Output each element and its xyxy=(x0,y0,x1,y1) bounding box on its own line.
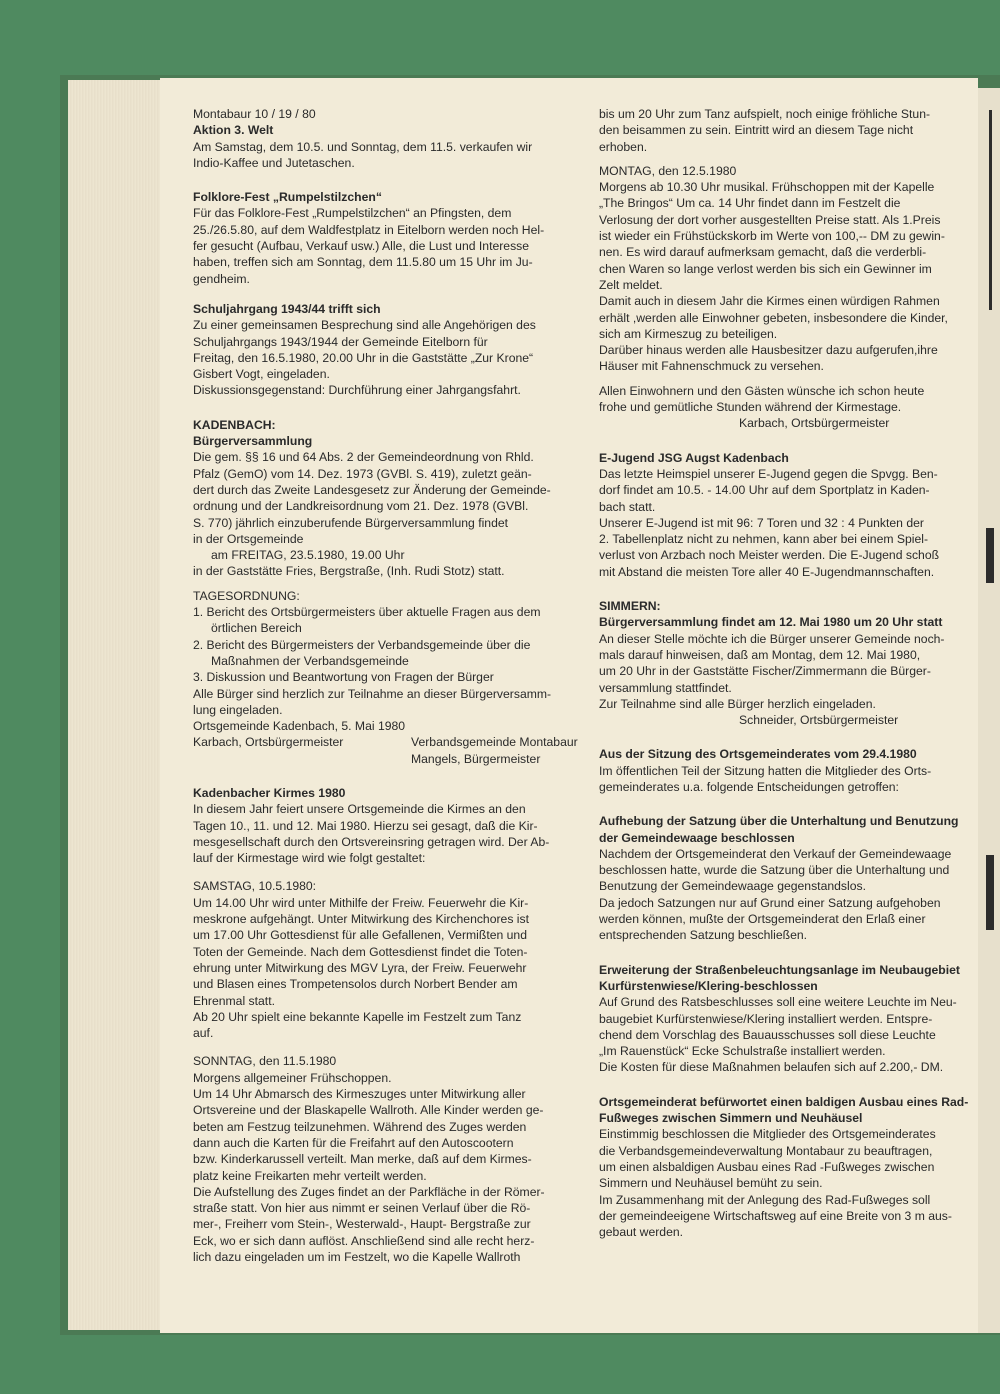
text-line: 25./26.5.80, auf dem Waldfestplatz in Eitelborn werden noch Hel- xyxy=(193,222,545,237)
margin-mark xyxy=(986,855,994,930)
text-line: Schuljahrgangs 1943/1944 der Gemeinde Eitelborn für xyxy=(193,334,488,349)
text-line: dert durch das Zweite Landesgesetz zur Änderung der Gemeinde- xyxy=(193,482,551,497)
right-column xyxy=(599,106,971,1240)
text-line: Die Kosten für diese Maßnahmen belaufen sich auf 2.200,- DM. xyxy=(599,1060,944,1075)
agenda-item: Maßnahmen der Verbandsgemeinde xyxy=(211,653,409,668)
text-line: Benutzung der Gemeindewaage gegenstandslos. xyxy=(599,879,866,894)
article-title: Erweiterung der Straßenbeleuchtungsanlage im Neubaugebiet xyxy=(599,962,960,977)
text-line: gendheim. xyxy=(193,271,250,286)
text-line: um 17.00 Uhr Gottesdienst für alle Gefallenen, Vermißten und xyxy=(193,928,527,943)
text-line: versammlung stattfindet. xyxy=(599,680,732,695)
text-line: Freitag, den 16.5.1980, 20.00 Uhr in die Gaststätte „Zur Krone“ xyxy=(193,350,534,365)
text-line: Morgens allgemeiner Frühschoppen. xyxy=(193,1070,392,1085)
text-line: chend dem Vorschlag des Bauausschusses soll diese Leuchte xyxy=(599,1027,936,1042)
page-edges xyxy=(68,80,164,1330)
text-line: Ab 20 Uhr spielt eine bekannte Kapelle im Festzelt zum Tanz xyxy=(193,1009,522,1024)
agenda-item: örtlichen Bereich xyxy=(211,621,302,636)
agenda-item: 3. Diskussion und Beantwortung von Fragen der Bürger xyxy=(193,670,494,685)
article-title: Schuljahrgang 1943/44 trifft sich xyxy=(193,301,381,316)
article-title: E-Jugend JSG Augst Kadenbach xyxy=(599,450,789,465)
text-line: und Blasen eines Trompetensolos durch Norbert Bender am xyxy=(193,977,518,992)
text-line: Nachdem der Ortsgemeinderat den Verkauf der Gemeindewaage xyxy=(599,846,952,861)
signature-left: Karbach, Ortsbürgermeister xyxy=(193,735,344,750)
text-line: Häuser mit Fahnenschmuck zu versehen. xyxy=(599,359,824,374)
text-line: in der Gaststätte Fries, Bergstraße, (Inh. Rudi Stotz) statt. xyxy=(193,564,505,579)
text-line: chen Waren so lange verlost werden bis sich ein Gewinner im xyxy=(599,261,932,276)
article-title: Aus der Sitzung des Ortsgemeinderates vom 29.4.1980 xyxy=(599,747,917,762)
text-line: sich am Kirmeszug zu beteiligen. xyxy=(599,326,778,341)
text-line: Ortsvereine und der Blaskapelle Wallroth. Alle Kinder werden ge- xyxy=(193,1103,544,1118)
text-line: Unserer E-Jugend ist mit 96: 7 Toren und 32 : 4 Punkten der xyxy=(599,515,924,530)
signature-right: Verbandsgemeinde Montabaur xyxy=(411,735,578,750)
text-line: um einen alsbaldigen Ausbau eines Rad -Fußweges zwischen xyxy=(599,1159,935,1174)
text-line: dann auch die Karten für die Freifahrt auf den Autoscootern xyxy=(193,1135,514,1150)
text-line: Gisbert Vogt, eingeladen. xyxy=(193,367,330,382)
article-title: Kurfürstenwiese/Klering-beschlossen xyxy=(599,978,818,993)
text-line: Morgens ab 10.30 Uhr musikal. Frühschoppen mit der Kapelle xyxy=(599,180,935,195)
text-line: Das letzte Heimspiel unserer E-Jugend gegen die Spvgg. Ben- xyxy=(599,466,938,481)
text-line: lung eingeladen. xyxy=(193,702,283,717)
margin-mark xyxy=(989,110,992,310)
text-line: der gemeindeeigene Wirtschaftsweg auf eine Breite von 3 m aus- xyxy=(599,1208,952,1223)
agenda-item: 1. Bericht des Ortsbürgermeisters über aktuelle Fragen aus dem xyxy=(193,605,541,620)
text-line: Auf Grund des Ratsbeschlusses soll eine weitere Leuchte im Neu- xyxy=(599,995,957,1010)
text-line: „Im Rauenstück“ Ecke Schulstraße installiert werden. xyxy=(599,1044,886,1059)
issue-header: Montabaur 10 / 19 / 80 xyxy=(193,107,316,121)
text-line: Die Aufstellung des Zuges findet an der Parkfläche in der Römer- xyxy=(193,1184,545,1199)
text-line: bzw. Kinderkarussell verteilt. Man merke, daß auf dem Kirmes- xyxy=(193,1152,532,1167)
text-line: Toten der Gemeinde. Nach dem Gottesdienst findet die Toten- xyxy=(193,944,528,959)
text-line: Allen Einwohnern und den Gästen wünsche ich schon heute xyxy=(599,383,925,398)
text-line: bach statt. xyxy=(599,499,656,514)
text-line: mals darauf hinweisen, daß am Montag, dem 12. Mai 1980, xyxy=(599,647,921,662)
text-line: mesgesellschaft durch den Ortsvereinsring getragen wird. Der Ab- xyxy=(193,834,550,849)
text-line: den beisammen zu sein. Eintritt wird an diesem Tage nicht xyxy=(599,123,914,138)
article-title: Fußweges zwischen Simmern und Neuhäusel xyxy=(599,1111,863,1126)
day-heading: MONTAG, den 12.5.1980 xyxy=(599,163,737,178)
text-line: S. 770) jährlich einzuberufende Bürgerversammlung findet xyxy=(193,515,509,530)
text-line: Darüber hinaus werden alle Hausbesitzer dazu aufgerufen,ihre xyxy=(599,343,938,358)
text-line: Um 14 Uhr Abmarsch des Kirmeszuges unter Mitwirkung aller xyxy=(193,1087,526,1102)
text-line: gemeinderates u.a. folgende Entscheidungen getroffen: xyxy=(599,779,899,794)
text-line: ordnung und der Landkreisordnung vom 21. Dez. 1978 (GVBl. xyxy=(193,499,529,514)
text-line: verlust von Arzbach noch Meister werden. Die E-Jugend schoß xyxy=(599,548,940,563)
text-line: Für das Folklore-Fest „Rumpelstilzchen“ an Pfingsten, dem xyxy=(193,206,512,221)
text-line: lich dazu eingeladen um im Festzelt, wo die Kapelle Wallroth xyxy=(193,1250,521,1264)
agenda-item: 2. Bericht des Bürgermeisters der Verbandsgemeinde über die xyxy=(193,637,531,652)
text-line: Tagen 10., 11. und 12. Mai 1980. Hierzu sei gesagt, daß die Kir- xyxy=(193,818,538,833)
text-line: An dieser Stelle möchte ich die Bürger unserer Gemeinde noch- xyxy=(599,631,945,646)
text-line: In diesem Jahr feiert unsere Ortsgemeinde die Kirmes an den xyxy=(193,802,526,817)
text-line: beschlossen hatte, wurde die Satzung über die Unterhaltung und xyxy=(599,863,950,878)
text-line: Im Zusammenhang mit der Anlegung des Rad-Fußweges soll xyxy=(599,1192,931,1207)
text-line: platz keine Freikarten mehr verteilt werden. xyxy=(193,1168,427,1183)
text-line: lauf der Kirmestage wird wie folgt gestaltet: xyxy=(193,851,426,866)
text-line: 2. Tabellenplatz nicht zu nehmen, kann aber bei einem Spiel- xyxy=(599,532,929,547)
signature-row xyxy=(193,751,593,767)
text-line: Diskussionsgegenstand: Durchführung einer Jahrgangsfahrt. xyxy=(193,383,521,398)
section-title: KADENBACH: xyxy=(193,417,276,432)
text-line: nen. Es wird darauf aufmerksam gemacht, daß die verderbli- xyxy=(599,245,927,260)
text-line: frohe und gemütliche Stunden während der Kirmestage. xyxy=(599,400,902,415)
text-line: am FREITAG, 23.5.1980, 19.00 Uhr xyxy=(211,548,405,563)
text-line: Die gem. §§ 16 und 64 Abs. 2 der Gemeindeordnung von Rhld. xyxy=(193,450,534,465)
text-line: beten am Festzug teilzunehmen. Während des Zuges werden xyxy=(193,1119,527,1134)
day-heading: SAMSTAG, 10.5.1980: xyxy=(193,879,317,894)
text-line: „The Bringos“ Um ca. 14 Uhr findet dann im Festzelt die xyxy=(599,196,901,211)
signature: Karbach, Ortsbürgermeister xyxy=(739,416,890,431)
text-line: mit Abstand die meisten Tore aller 40 E-Jugendmannschaften. xyxy=(599,564,935,579)
text-line: ehrung unter Mitwirkung des MGV Lyra, der Freiw. Feuerwehr xyxy=(193,960,527,975)
text-line: auf. xyxy=(193,1026,214,1041)
article-title: Ortsgemeinderat befürwortet einen baldigen Ausbau eines Rad- xyxy=(599,1094,969,1109)
text-line: meskrone aufgehängt. Unter Mitwirkung des Kirchenchores ist xyxy=(193,912,529,927)
text-line: Eck, wo er sich dann auflöst. Anschließend sind alle recht herz- xyxy=(193,1233,535,1248)
text-line: erhält ,werden alle Einwohner gebeten, insbesondere die Kinder, xyxy=(599,310,948,325)
day-heading: SONNTAG, den 11.5.1980 xyxy=(193,1054,337,1069)
text-line: Da jedoch Satzungen nur auf Grund einer Satzung aufgehoben xyxy=(599,895,941,910)
text-line: dorf findet am 10.5. - 14.00 Uhr auf dem Sportplatz in Kaden- xyxy=(599,483,930,498)
agenda-heading: TAGESORDNUNG: xyxy=(193,588,300,603)
text-line: mer-, Freiherr vom Stein-, Westerwald-, Haupt- Bergstraße zur xyxy=(193,1217,531,1232)
article-title: Bürgerversammlung findet am 12. Mai 1980 um 20 Uhr statt xyxy=(599,615,943,630)
left-column xyxy=(193,106,593,1265)
text-line: Simmern und Neuhäusel bemüht zu sein. xyxy=(599,1176,823,1191)
text-line: baugebiet Kurfürstenwiese/Klering installiert werden. Entspre- xyxy=(599,1011,933,1026)
text-line: Ehrenmal statt. xyxy=(193,993,275,1008)
text-line: werden können, mußte der Ortsgemeinderat den Erlaß einer xyxy=(599,912,926,927)
article-title: Kadenbacher Kirmes 1980 xyxy=(193,785,346,800)
text-line: Am Samstag, dem 10.5. und Sonntag, dem 11.5. verkaufen wir xyxy=(193,139,533,154)
signature-right-name: Mangels, Bürgermeister xyxy=(411,751,541,766)
text-line: um 20 Uhr in der Gaststätte Fischer/Zimmermann die Bürger- xyxy=(599,664,931,679)
text-line: Im öffentlichen Teil der Sitzung hatten die Mitglieder des Orts- xyxy=(599,763,932,778)
article-title: Bürgerversammlung xyxy=(193,434,313,449)
text-line: erhoben. xyxy=(599,139,648,154)
text-line: Damit auch in diesem Jahr die Kirmes einen würdigen Rahmen xyxy=(599,294,940,309)
text-line: Einstimmig beschlossen die Mitglieder des Ortsgemeinderates xyxy=(599,1127,936,1142)
text-line: Zur Teilnahme sind alle Bürger herzlich eingeladen. xyxy=(599,696,876,711)
article-title: Folklore-Fest „Rumpelstilzchen“ xyxy=(193,190,382,205)
text-line: haben, treffen sich am Sonntag, dem 11.5.80 um 15 Uhr im Ju- xyxy=(193,255,533,270)
text-line: fer gesucht (Aufbau, Verkauf usw.) Alle, die Lust und Interesse xyxy=(193,239,530,254)
text-line: Verlosung der dort vorher ausgestellten Preise statt. Als 1.Preis xyxy=(599,212,941,227)
signature: Schneider, Ortsbürgermeister xyxy=(739,713,899,728)
text-line: Pfalz (GemO) vom 14. Dez. 1973 (GVBl. S. 419), zuletzt geän- xyxy=(193,466,532,481)
text-line: entsprechenden Satzung beschließen. xyxy=(599,928,808,943)
text-line: straße statt. Von hier aus nimmt er seinen Verlauf über die Rö- xyxy=(193,1201,531,1216)
text-line: in der Ortsgemeinde xyxy=(193,531,304,546)
text-line: Alle Bürger sind herzlich zur Teilnahme an dieser Bürgerversamm- xyxy=(193,686,552,701)
text-line: bis um 20 Uhr zum Tanz aufspielt, noch einige fröhliche Stun- xyxy=(599,107,931,121)
text-line: Ortsgemeinde Kadenbach, 5. Mai 1980 xyxy=(193,719,406,734)
signature-row xyxy=(193,734,593,750)
text-line: Indio-Kaffee und Jutetaschen. xyxy=(193,155,355,170)
text-line: gebaut werden. xyxy=(599,1225,684,1240)
article-title: Aktion 3. Welt xyxy=(193,123,274,138)
text-line: Zelt meldet. xyxy=(599,277,663,292)
article-title: Aufhebung der Satzung über die Unterhaltung und Benutzung xyxy=(599,814,959,829)
text-line: Zu einer gemeinsamen Besprechung sind alle Angehörigen des xyxy=(193,318,536,333)
article-title: der Gemeindewaage beschlossen xyxy=(599,830,795,845)
text-line: Um 14.00 Uhr wird unter Mithilfe der Freiw. Feuerwehr die Kir- xyxy=(193,895,529,910)
text-line: die Verbandsgemeindeverwaltung Montabaur zu beauftragen, xyxy=(599,1143,933,1158)
text-line: ist wieder ein Frühstückskorb im Werte von 100,-- DM zu gewin- xyxy=(599,229,945,244)
section-title: SIMMERN: xyxy=(599,599,661,614)
margin-mark xyxy=(986,528,994,583)
